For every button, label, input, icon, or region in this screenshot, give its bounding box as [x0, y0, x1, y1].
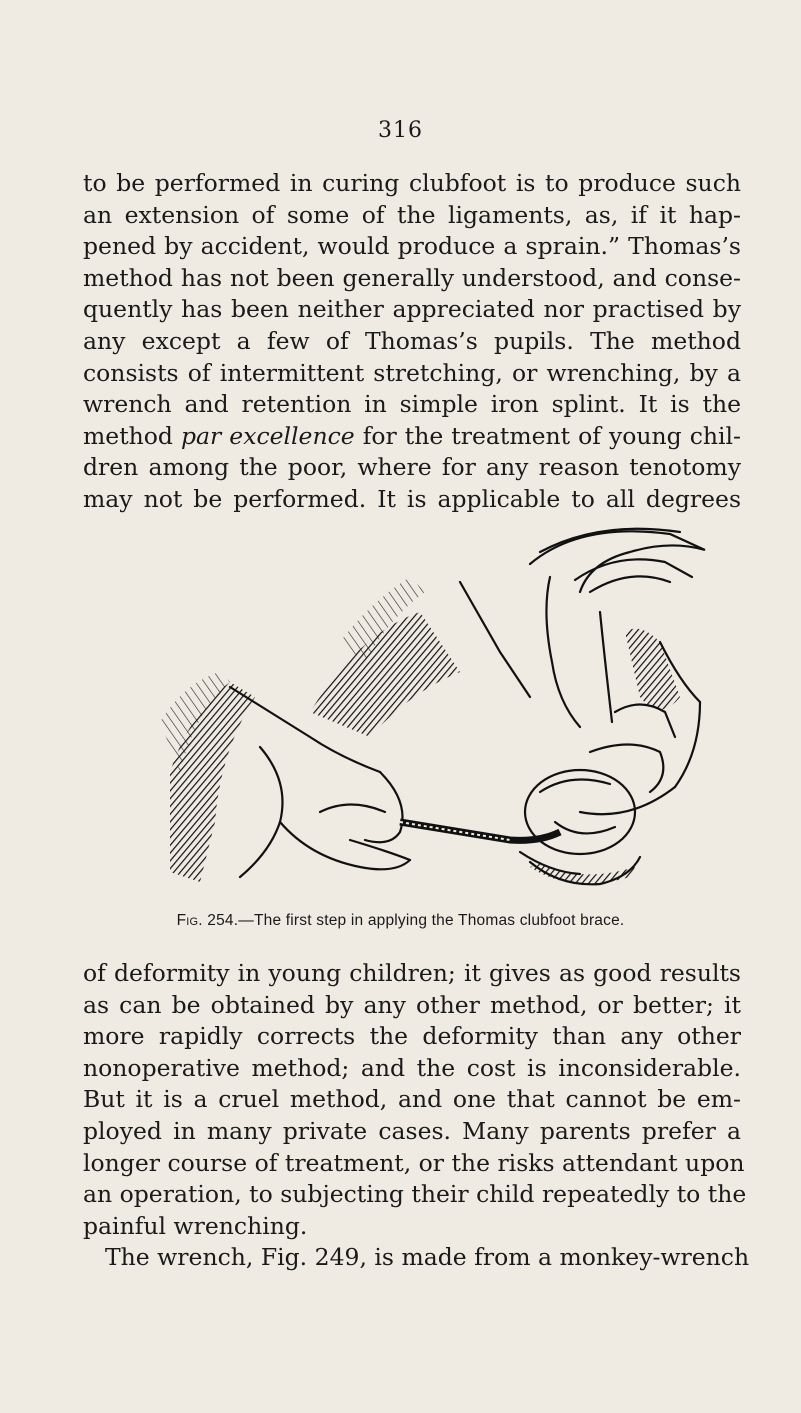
text-run: for the treatment of young chil- [354, 421, 741, 450]
text-line: consists of intermittent stretching, or wrenching, by a [83, 358, 741, 387]
text-line: pened by accident, would produce a sprain.” Thomas’s [83, 232, 741, 261]
text-line: wrench and retention in simple iron splint. It is the [83, 390, 741, 419]
heel-shading [530, 862, 635, 884]
text-line-italic [83, 421, 741, 453]
text-line: dren among the poor, where for any reason tenotomy [83, 453, 741, 482]
text-line: nonoperative method; and the cost is inconsiderable. [83, 1053, 741, 1082]
figure-caption-text: —The first step in applying the Thomas clubfoot brace. [238, 912, 625, 929]
text-line: painful wrenching. [83, 1211, 308, 1240]
paragraph-bottom [83, 958, 750, 1274]
text-line: ployed in many private cases. Many parents prefer a [83, 1116, 741, 1145]
page-number: 316 [378, 118, 423, 143]
text-line: as can be obtained by any other method, or better; it [83, 990, 741, 1019]
text-run: method [83, 421, 181, 450]
text-line: longer course of treatment, or the risks attendant upon [83, 1148, 745, 1177]
text-line: may not be performed. It is applicable to all degrees [83, 484, 741, 513]
text-line: any except a few of Thomas’s pupils. The method [83, 326, 741, 355]
clubfoot-brace-illustration [160, 522, 760, 900]
italic-phrase: par excellence [180, 421, 355, 450]
text-line: an extension of some of the ligaments, as, if it hap- [83, 200, 741, 229]
figure-caption [0, 912, 801, 930]
next-paragraph-line: The wrench, Fig. 249, is made from a monkey-wrench [105, 1243, 750, 1272]
text-line: method has not been generally understood, and conse- [83, 263, 741, 292]
text-line: But it is a cruel method, and one that cannot be em- [83, 1085, 741, 1114]
paragraph-top [83, 168, 741, 516]
text-line: more rapidly corrects the deformity than any other [83, 1022, 741, 1051]
text-line: an operation, to subjecting their child repeatedly to the [83, 1180, 747, 1209]
text-line: to be performed in curing clubfoot is to produce such [83, 169, 741, 197]
text-line: quently has been neither appreciated nor practised by [83, 295, 741, 324]
text-line: of deformity in young children; it gives as good results [83, 959, 741, 987]
figure-label: Fig. 254. [176, 912, 239, 929]
